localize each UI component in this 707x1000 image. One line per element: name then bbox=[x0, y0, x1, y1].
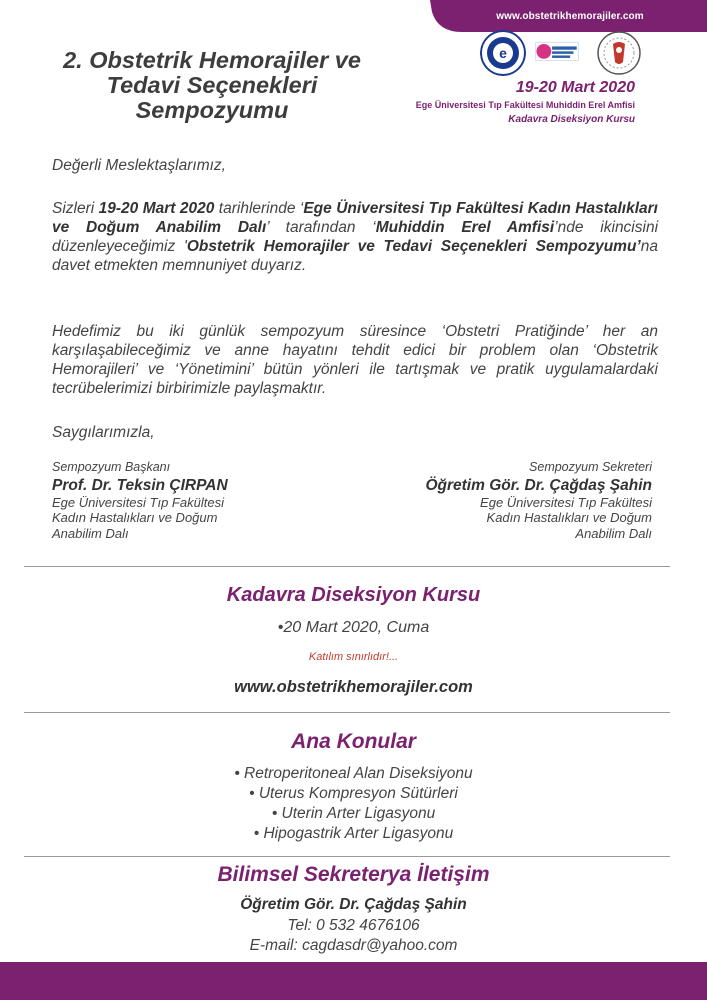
contact-name: Öğretim Gör. Dr. Çağdaş Şahin bbox=[240, 896, 467, 913]
event-course: Kadavra Diseksiyon Kursu bbox=[508, 114, 635, 125]
divider bbox=[24, 856, 670, 857]
course-heading: Kadavra Diseksiyon Kursu bbox=[226, 584, 481, 606]
divider bbox=[24, 566, 670, 567]
kadin-hastaliklari-logo bbox=[534, 30, 580, 76]
signature-line: Ege Üniversitesi Tıp Fakültesi bbox=[480, 494, 652, 510]
list-item: • Retroperitoneal Alan Diseksiyonu bbox=[234, 765, 473, 782]
topics-heading: Ana Konular bbox=[291, 730, 416, 753]
bold-department: Ege Üniversitesi Tıp Fakültesi Kadın Hastalıkları ve Doğum Anabilim Dalı bbox=[52, 200, 658, 236]
footer-bar bbox=[0, 962, 707, 1000]
event-date: 19-20 Mart 2020 bbox=[515, 79, 635, 96]
signature-left bbox=[52, 460, 352, 541]
text: tarihlerinde ‘ bbox=[214, 200, 304, 217]
course-date: •20 Mart 2020, Cuma bbox=[277, 619, 430, 636]
greeting: Değerli Meslektaşlarımız, bbox=[52, 157, 226, 174]
contact-phone: Tel: 0 532 4676106 bbox=[287, 917, 420, 934]
bold-symposium: Obstetrik Hemorajiler ve Tedavi Seçenekleri Sempozyumu’ bbox=[186, 238, 641, 255]
invitation-paragraph bbox=[52, 199, 658, 275]
ege-universitesi-logo bbox=[480, 30, 526, 76]
list-item: • Hipogastrik Arter Ligasyonu bbox=[253, 825, 454, 842]
signature-role: Sempozyum Sekreteri bbox=[529, 460, 652, 474]
svg-text:e: e bbox=[499, 45, 507, 61]
signature-name: Öğretim Gör. Dr. Çağdaş Şahin bbox=[425, 476, 652, 494]
header-website[interactable]: www.obstetrikhemorajiler.com bbox=[496, 11, 644, 22]
signature-name: Prof. Dr. Teksin ÇIRPAN bbox=[52, 476, 228, 494]
divider bbox=[24, 712, 670, 713]
closing: Saygılarımızla, bbox=[52, 424, 155, 441]
signature-line: Kadın Hastalıkları ve Doğum bbox=[52, 510, 218, 525]
signature-role: Sempozyum Başkanı bbox=[52, 460, 171, 474]
contact-email[interactable]: E-mail: cagdasdr@yahoo.com bbox=[249, 937, 458, 954]
contact-heading: Bilimsel Sekreterya İletişim bbox=[217, 863, 490, 886]
topics-list bbox=[0, 764, 707, 844]
goal-paragraph: Hedefimiz bu iki günlük sempozyum süresince ‘Obstetri Pratiğinde’ her an karşılaşabileceğimiz ve anne hayatını tehdit edici bir problem olan ‘Obstetrik Hemorajileri’ ve ‘Yönetimini’ bütün yönleri ile tartışmak ve pratik uygulamalardaki tecrübelerimizi birbirimizle paylaşmaktır. bbox=[52, 323, 658, 397]
signature-right bbox=[352, 460, 652, 541]
course-website[interactable]: www.obstetrikhemorajiler.com bbox=[234, 678, 473, 696]
signature-line: Anabilim Dalı bbox=[52, 525, 129, 541]
text: ’ tarafından ‘ bbox=[266, 219, 376, 236]
title-line: Tedavi Seçenekleri bbox=[106, 72, 318, 98]
text: na davet etmekten memnuniyet duyarız. bbox=[52, 238, 658, 274]
title-line: Sempozyumu bbox=[135, 97, 289, 123]
signature-line: Kadın Hastalıkları ve Doğum bbox=[486, 510, 652, 525]
list-item: • Uterin Arter Ligasyonu bbox=[271, 805, 436, 822]
society-seal-logo bbox=[596, 30, 642, 76]
list-item: • Uterus Kompresyon Sütürleri bbox=[249, 785, 458, 802]
bold-venue: Muhiddin Erel Amfisi bbox=[375, 219, 555, 236]
bold-date: 19-20 Mart 2020 bbox=[98, 200, 215, 217]
text: ’nde ikincisini düzenleyeceğimiz ' bbox=[52, 219, 659, 255]
text: Sizleri bbox=[52, 200, 99, 217]
signature-line: Anabilim Dalı bbox=[575, 525, 652, 541]
page-title bbox=[12, 48, 412, 123]
title-line: 2. Obstetrik Hemorajiler ve bbox=[63, 47, 361, 73]
course-note: Katılım sınırlıdır!... bbox=[308, 651, 399, 663]
signature-line: Ege Üniversitesi Tıp Fakültesi bbox=[52, 494, 224, 510]
event-venue: Ege Üniversitesi Tıp Fakültesi Muhiddin Erel Amfisi bbox=[415, 100, 635, 110]
